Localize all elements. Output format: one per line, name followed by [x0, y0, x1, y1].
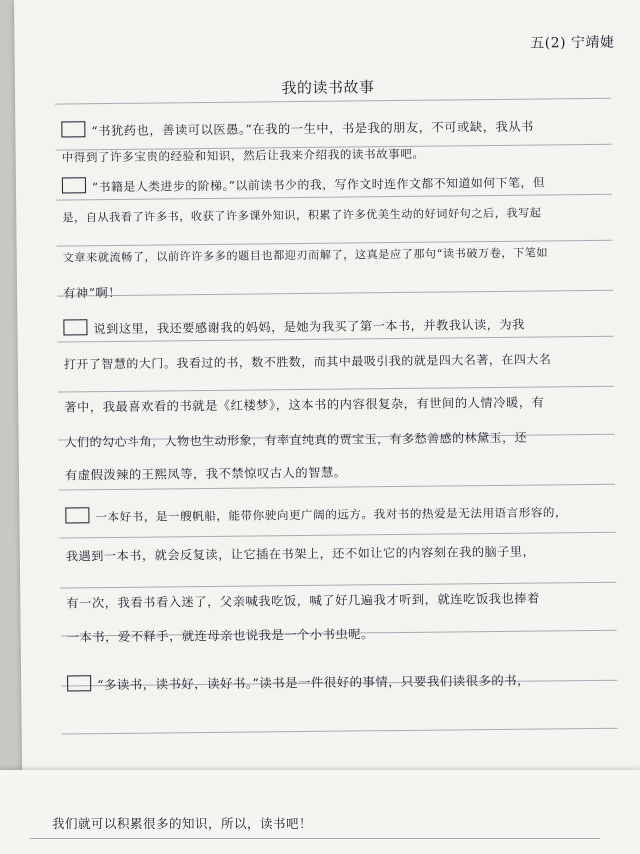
indent-box — [65, 507, 89, 523]
ruled-line — [56, 194, 612, 201]
ruled-line — [57, 290, 613, 297]
essay-line: 我遇到一本书，就会反复读，让它插在书架上，还不如让它的内容刻在我的脑子里， — [65, 544, 536, 564]
essay-line: 文章来就流畅了，以前许许多多的题目也都迎刃而解了，这真是应了那句“读书破万卷，下笔如 — [62, 246, 549, 265]
essay-line: 有一次，我看书看入迷了，父亲喊我吃饭，喊了好几遍我才听到，就连吃饭我也捧着 — [66, 591, 540, 611]
essay-line: 中得到了许多宝贵的经验和知识，然后让我来介绍我的读书故事吧。 — [61, 146, 425, 165]
essay-line: 一本书，爱不释手，就连母亲也说我是一个小书虫呢。 — [66, 627, 374, 645]
essay-line: 有神”啊！ — [63, 285, 122, 301]
indent-box — [67, 675, 91, 691]
ruled-line — [59, 484, 615, 491]
indent-box — [63, 319, 87, 335]
essay-line: 一本好书，是一艘帆船，能带你驶向更广阔的远方。我对书的热爱是无法用语言形容的， — [65, 502, 567, 525]
essay-line: 是，自从我看了许多书，收获了许多课外知识，积累了许多优美生动的好词好句之后，我写起 — [62, 206, 542, 225]
essay-line: “书籍是人类进步的阶梯。”以前读书少的我，写作文时连作文都不知道如何下笔，但 — [62, 172, 545, 195]
essay-title: 我的读书故事 — [281, 78, 375, 98]
essay-line: 有虚假泼辣的王熙凤等，我不禁惊叹古人的智慧。 — [64, 465, 347, 483]
essay-line: 我们就可以积累很多的知识，所以，读书吧！ — [52, 816, 313, 831]
essay-line: “书犹药也，善读可以医愚。”在我的一生中，书是我的朋友，不可或缺，我从书 — [61, 117, 534, 140]
notebook-page — [14, 0, 640, 782]
indent-box — [61, 121, 85, 137]
second-page — [0, 770, 640, 854]
essay-line: 打开了智慧的大门。我看过的书，数不胜数，而其中最吸引我的就是四大名著，在四大名 — [63, 352, 552, 372]
ruled-line — [58, 336, 614, 343]
essay-line: 说到这里，我还要感谢我的妈妈，是她为我买了第一本书，并教我认读，为我 — [63, 315, 525, 338]
ruled-line — [60, 582, 616, 589]
essay-line: “多读书，读书好，读好书。”读书是一件很好的事情，只要我们读很多的书， — [67, 671, 530, 694]
essay-line: 著中，我最喜欢看的书就是《红楼梦》，这本书的内容很复杂，有世间的人情冷暖，有 — [64, 395, 545, 415]
ruled-line — [58, 386, 614, 393]
ruled-line — [62, 728, 618, 735]
ruled-line — [60, 532, 616, 539]
ruled-line — [30, 838, 600, 839]
author-name: 五(2) 宁靖婕 — [530, 34, 615, 52]
essay-line: 人们的勾心斗角，人物也生动形象，有率直纯真的贾宝玉，有多愁善感的林黛玉，还 — [64, 430, 528, 450]
indent-box — [62, 177, 86, 193]
